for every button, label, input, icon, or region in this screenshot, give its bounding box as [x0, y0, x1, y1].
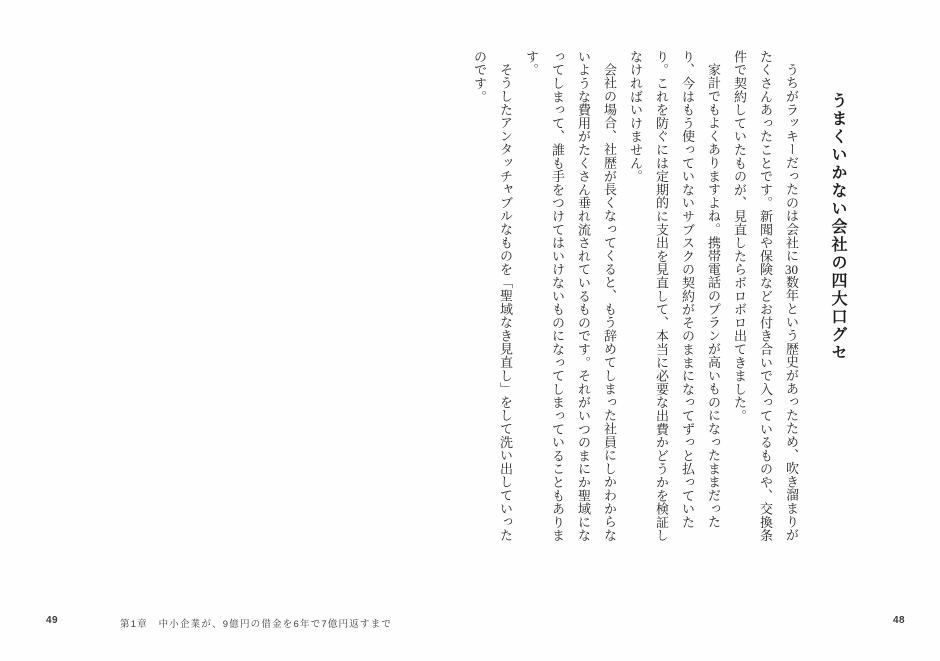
page-right-paragraphs [466, 50, 804, 546]
page-right-text [472, 50, 852, 546]
paragraph: 会社の場合、社歴が長くなってくると、もう辞めてしまった社員にしかわからないような費用がたくさん垂れ流されているものです。それがいつのまにか聖域になってしまって、誰も手をつけてはいけないものになってしまっていることもあります。 [524, 50, 617, 543]
section-heading: うまくいかない会社の四大口グセ [829, 92, 846, 362]
page-number-left: 49 [46, 615, 59, 626]
page-number-right: 48 [893, 615, 906, 626]
page-right [470, 0, 940, 661]
footer-chapter-title: 第1章 中小企業が、9億円の借金を6年で7億円返すまで [120, 619, 393, 630]
paragraph: うちがラッキーだったのは会社に30数年という歴史があったため、吹き溜まりがたくさんあったことです。新聞や保険などお付き合いで入っているものや、交換条件で契約していたものが、見直したらボロボロ出てきました。 [732, 50, 799, 543]
paragraph: そうしたアンタッチャブルなものを「聖域なき見直し」をして洗い出していったのです。 [472, 50, 513, 542]
paragraph: 家計でもよくありますよね。携帯電話のプランが高いものになったままだったり、今はもう使っていないサブスクの契約がそのままになってずっと払っていたり。これを防ぐには定期的に支出を見直して、本当に必要な出費かどうかを検証しなければいけません。 [628, 50, 721, 543]
